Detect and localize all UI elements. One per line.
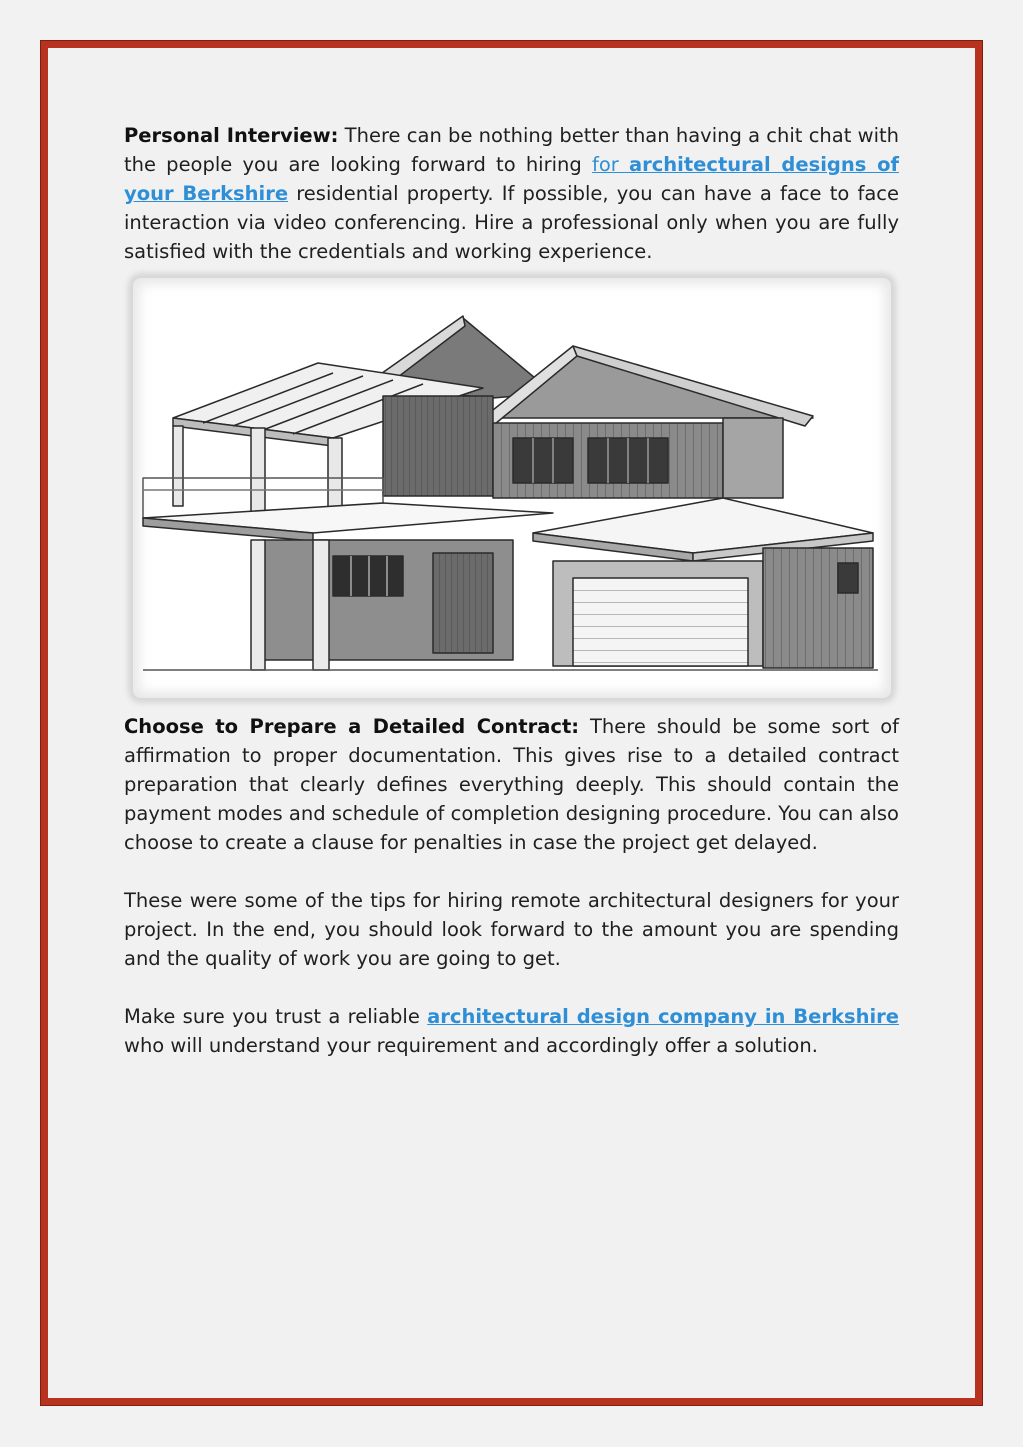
house-sketch-icon (133, 278, 891, 698)
heading-detailed-contract: Choose to Prepare a Detailed Contract: (124, 715, 580, 738)
link-architectural-designs-berkshire[interactable]: for architectural designs of your Berkshire (124, 153, 899, 205)
document-body (124, 121, 899, 1060)
paragraph-personal-interview: Personal Interview: There can be nothing better than having a chit chat with the people you are looking forward to hiring for architectural designs of your Berkshire residential property. If possible, you can have a face to face interaction via video conferencing. Hire a professional only when you are fully satisfied with the credentials and working experience. (124, 124, 899, 263)
house-sketch-image (133, 278, 891, 698)
paragraph-detailed-contract: Choose to Prepare a Detailed Contract: There should be some sort of affirmation to proper documentation. This gives rise to a detailed contract preparation that clearly defines everything deeply. This should contain the payment modes and schedule of completion designing procedure. You can also choose to create a clause for penalties in case the project get delayed. (124, 715, 899, 854)
heading-personal-interview: Personal Interview: (124, 124, 339, 147)
link-architectural-design-company[interactable]: architectural design company in Berkshire (427, 1005, 899, 1028)
paragraph-closing: Make sure you trust a reliable architectural design company in Berkshire who will understand your requirement and accordingly offer a solution. (124, 1005, 899, 1057)
paragraph-tips-summary: These were some of the tips for hiring remote architectural designers for your project. In the end, you should look forward to the amount you are spending and the quality of work you are going to get. (124, 889, 899, 970)
